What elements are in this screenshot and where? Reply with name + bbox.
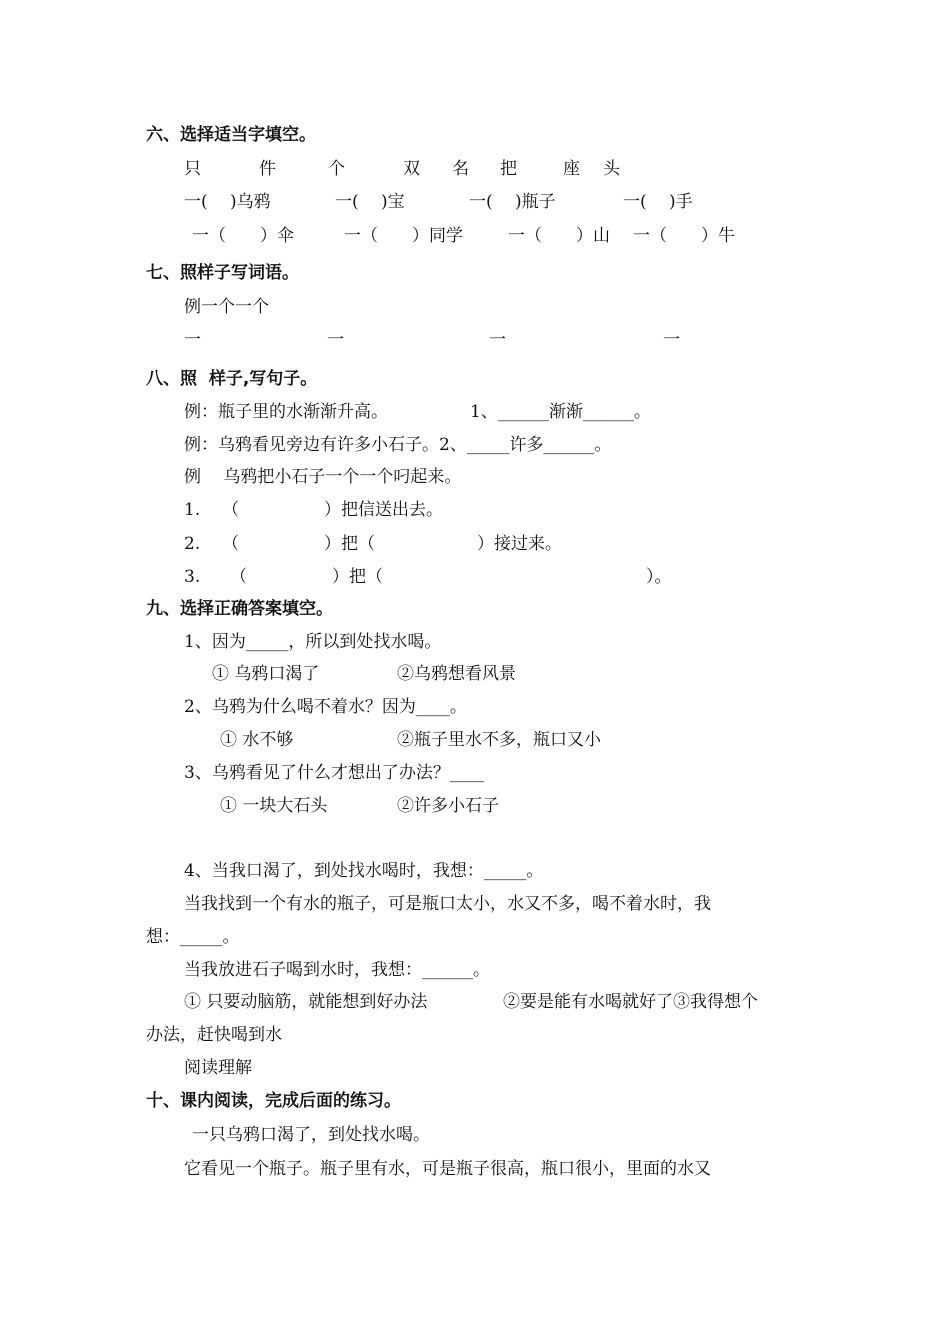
section-9-heading: 九、选择正确答案填空。 [146, 599, 333, 619]
section-10-heading: 十、课内阅读，完成后面的练习。 [146, 1091, 401, 1111]
fill-item: 一( )手 [623, 192, 693, 212]
sentence-blank-1: 1、______渐渐______。 [470, 402, 651, 422]
question-4-line-3: 想：_____。 [146, 927, 240, 947]
fill-item: 一（ ）山 [508, 226, 610, 246]
choice-option-b: ②瓶子里水不多，瓶口又小 [397, 730, 601, 750]
question-4-option-continued: 办法，赶快喝到水 [146, 1025, 282, 1045]
sentence-question-3-end: ）。 [646, 567, 672, 587]
section-7-example: 例一个一个 [184, 297, 269, 317]
section-6-heading: 六、选择适当字填空。 [146, 125, 316, 145]
choice-question-4: 4、当我口渴了，到处找水喝时，我想：_____。 [184, 861, 544, 881]
choice-question-2: 2、乌鸦为什么喝不着水？因为____。 [184, 697, 467, 717]
word-blank: 一 [489, 330, 506, 350]
choice-option-b: ②乌鸦想看风景 [397, 664, 516, 684]
question-4-option-bc: ②要是能有水喝就好了③我得想个 [503, 992, 758, 1012]
reading-paragraph-2: 它看见一个瓶子。瓶子里有水，可是瓶子很高，瓶口很小，里面的水又 [184, 1159, 711, 1179]
section-7-heading: 七、照样子写词语。 [146, 263, 299, 283]
question-4-option-a: ① 只要动脑筋，就能想到好办法 [184, 992, 428, 1012]
choice-question-1: 1、因为_____，所以到处找水喝。 [184, 632, 442, 652]
word-option: 双 [403, 159, 420, 179]
question-4-line-4: 当我放进石子喝到水时，我想：______。 [184, 960, 490, 980]
example-sentence-1: 例：瓶子里的水渐渐升高。 [184, 402, 388, 422]
word-blank: 一 [184, 330, 201, 350]
question-number: 2. [184, 534, 201, 554]
choice-question-3: 3、乌鸦看见了什么才想出了办法？____ [184, 763, 484, 783]
sentence-question-2: （ ）把（ ）接过来。 [222, 534, 562, 554]
question-number: 3. [184, 567, 201, 587]
choice-option-a: ① 一块大石头 [220, 796, 328, 816]
question-number: 1. [184, 500, 201, 520]
word-option: 个 [328, 159, 345, 179]
fill-item: 一（ ）牛 [633, 226, 735, 246]
example-sentence-3: 例 乌鸦把小石子一个一个叼起来。 [184, 467, 462, 487]
question-4-line-2: 当我找到一个有水的瓶子，可是瓶口太小，水又不多，喝不着水时，我 [184, 894, 711, 914]
reading-label: 阅读理解 [184, 1058, 252, 1078]
sentence-question-1: （ ）把信送出去。 [222, 500, 443, 520]
word-blank: 一 [663, 330, 680, 350]
section-8-heading: 八、照 样子,写句子。 [146, 369, 318, 389]
fill-item: 一( )瓶子 [469, 192, 556, 212]
word-blank: 一 [327, 330, 344, 350]
example-sentence-2: 例：乌鸦看见旁边有许多小石子。2、_____许多______。 [184, 435, 612, 455]
sentence-question-3: （ ）把（ [230, 567, 383, 587]
fill-item: 一（ ）同学 [344, 226, 463, 246]
fill-item: 一（ ）伞 [192, 226, 294, 246]
word-option: 只 [184, 159, 201, 179]
word-option: 件 [259, 159, 276, 179]
reading-paragraph-1: 一只乌鸦口渴了，到处找水喝。 [192, 1125, 430, 1145]
fill-item: 一( )乌鸦 [184, 192, 271, 212]
word-option: 座 [563, 159, 580, 179]
fill-item: 一( )宝 [335, 192, 405, 212]
word-option: 头 [603, 159, 620, 179]
word-option: 把 [500, 159, 517, 179]
choice-option-a: ① 水不够 [220, 730, 294, 750]
choice-option-b: ②许多小石子 [397, 796, 499, 816]
word-option: 名 [452, 159, 469, 179]
choice-option-a: ① 乌鸦口渴了 [212, 664, 320, 684]
